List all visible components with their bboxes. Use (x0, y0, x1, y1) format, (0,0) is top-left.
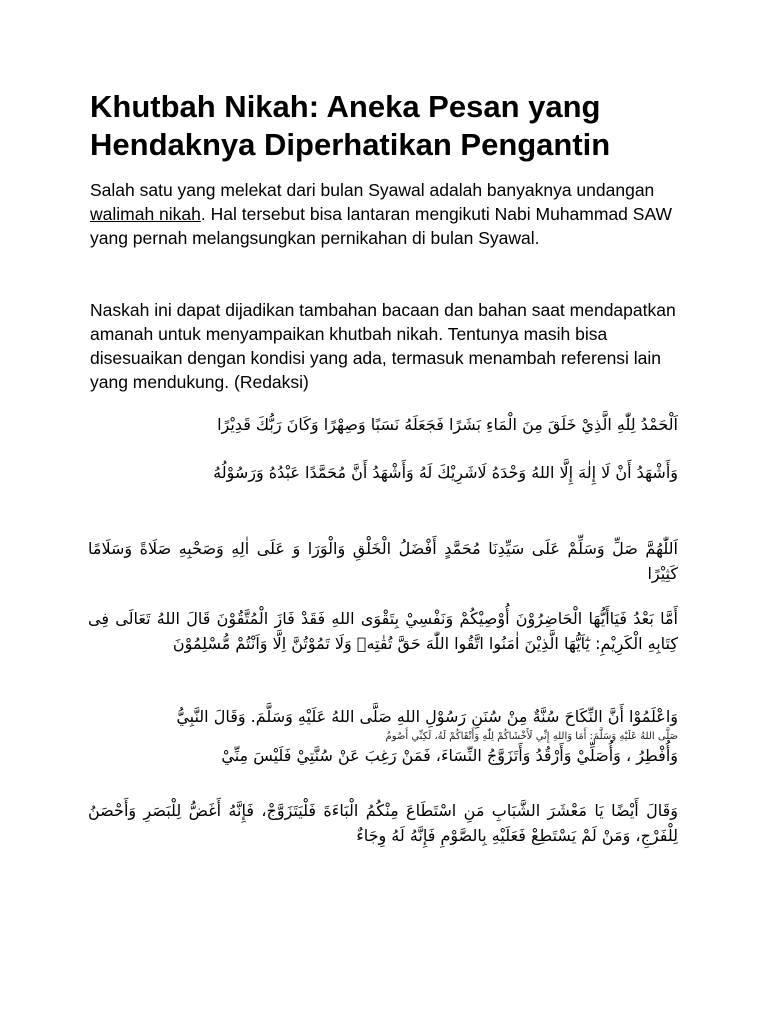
arabic-sunnah-small-print: صَلَّى اللهُ عَلَيْهِ وَسَلَّمَ: أَمَا وَاللهِ إِنِّي لَأَخْشَاكُمْ لِلّٰهِ وَأَتْقَاكُمْ لَهُ، لَكِنِّي أَصُومُ (385, 731, 678, 742)
intro-text-start: Salah satu yang melekat dari bulan Syawal adalah banyaknya undangan (90, 180, 655, 200)
arabic-sunnah-main: وَاعْلَمُوْا أَنَّ النِّكَاحَ سُنَّةٌ مِنْ سُنَنِ رَسُوْلِ اللهِ صَلَّى اللهُ عَلَيْهِ وَسَلَّمَ. وَقَالَ النَّبِيُّ (176, 707, 678, 726)
intro-paragraph (90, 178, 690, 250)
walimah-nikah-link[interactable]: walimah nikah (90, 204, 201, 224)
article-title: Khutbah Nikah: Aneka Pesan yang Hendaknya Diperhatikan Pengantin (90, 89, 611, 162)
arabic-sunnah-end: وَأُفْطِرُ ، وَأُصَلِّيْ وَأَرْقُدُ وَأَتَزَوَّجُ النِّسَاءَ، فَمَنْ رَغِبَ عَنْ سُنَّتِيْ فَلَيْسَ مِنِّيْ (221, 746, 678, 765)
arabic-shalawat: اَللّٰهُمَّ صَلِّ وَسَلِّمْ عَلَى سَيِّدِنَا مُحَمَّدٍ أَفْضَلُ الْخَلْقِ وَالْوَرَا وَ عَلَى اٰلِهِ وَصَحْبِهِ صَلَاةً وَسَلَامًا كَثِيْرًا (88, 539, 678, 583)
arabic-hamdalah: اَلْحَمْدُ لِلّٰهِ الَّذِيْ خَلَقَ مِنَ الْمَاءِ بَشَرًا فَجَعَلَهُ نَسَبًا وَصِهْرًا وَكَانَ رَبُّكَ قَدِيْرًا (217, 415, 678, 434)
arabic-wasiat-takwa: أَمَّا بَعْدُ فَيَاأَيُّهَا الْحَاضِرُوْنَ أُوْصِيْكُمْ وَنَفْسِيْ بِتَقْوَى اللهِ فَقَدْ فَازَ الْمُتَّقُوْنَ قَالَ اللهُ تَعَالَى فِى كِتَابِهِ الْكَرِيْمِ: يٰٓاَيُّهَا الَّذِيْنَ اٰمَنُوا اتَّقُوا اللّٰهَ حَقَّ تُقٰتِهٖ وَلَا تَمُوْتُنَّ اِلَّا وَاَنْتُمْ مُّسْلِمُوْنَ (88, 609, 678, 653)
arabic-syahadat: وَأَشْهَدُ أَنْ لَا إِلٰهَ إِلَّا اللهُ وَحْدَهُ لَاشَرِيْكَ لَهُ وَأَشْهَدُ أَنَّ مُحَمَّدًا عَبْدُهُ وَرَسُوْلُهُ (213, 463, 678, 482)
arabic-sunnah-nikah (88, 704, 678, 768)
arabic-hadith-syabab: وَقَالَ أَيْضًا يَا مَعْشَرَ الشَّبَابِ مَنِ اسْتَطَاعَ مِنْكُمُ الْبَاءَةَ فَلْيَتَزَوَّجْ، فَإِنَّهُ أَغَضُّ لِلْبَصَرِ وَأَحْصَنُ لِلْفَرْجِ، وَمَنْ لَمْ يَسْتَطِعْ فَعَلَيْهِ بِالصَّوْمِ فَإِنَّهُ لَهُ وِجَاءٌ (88, 801, 678, 845)
intro-text-end: . Hal tersebut bisa lantaran mengikuti Nabi Muhammad SAW yang pernah melangsungkan pernikahan di bulan Syawal. (90, 204, 672, 248)
editor-note-paragraph: Naskah ini dapat dijadikan tambahan bacaan dan bahan saat mendapatkan amanah untuk menyampaikan khutbah nikah. Tentunya masih bisa disesuaikan dengan kondisi yang ada, termasuk menambah referensi lain yang mendukung. (Redaksi) (90, 300, 676, 392)
